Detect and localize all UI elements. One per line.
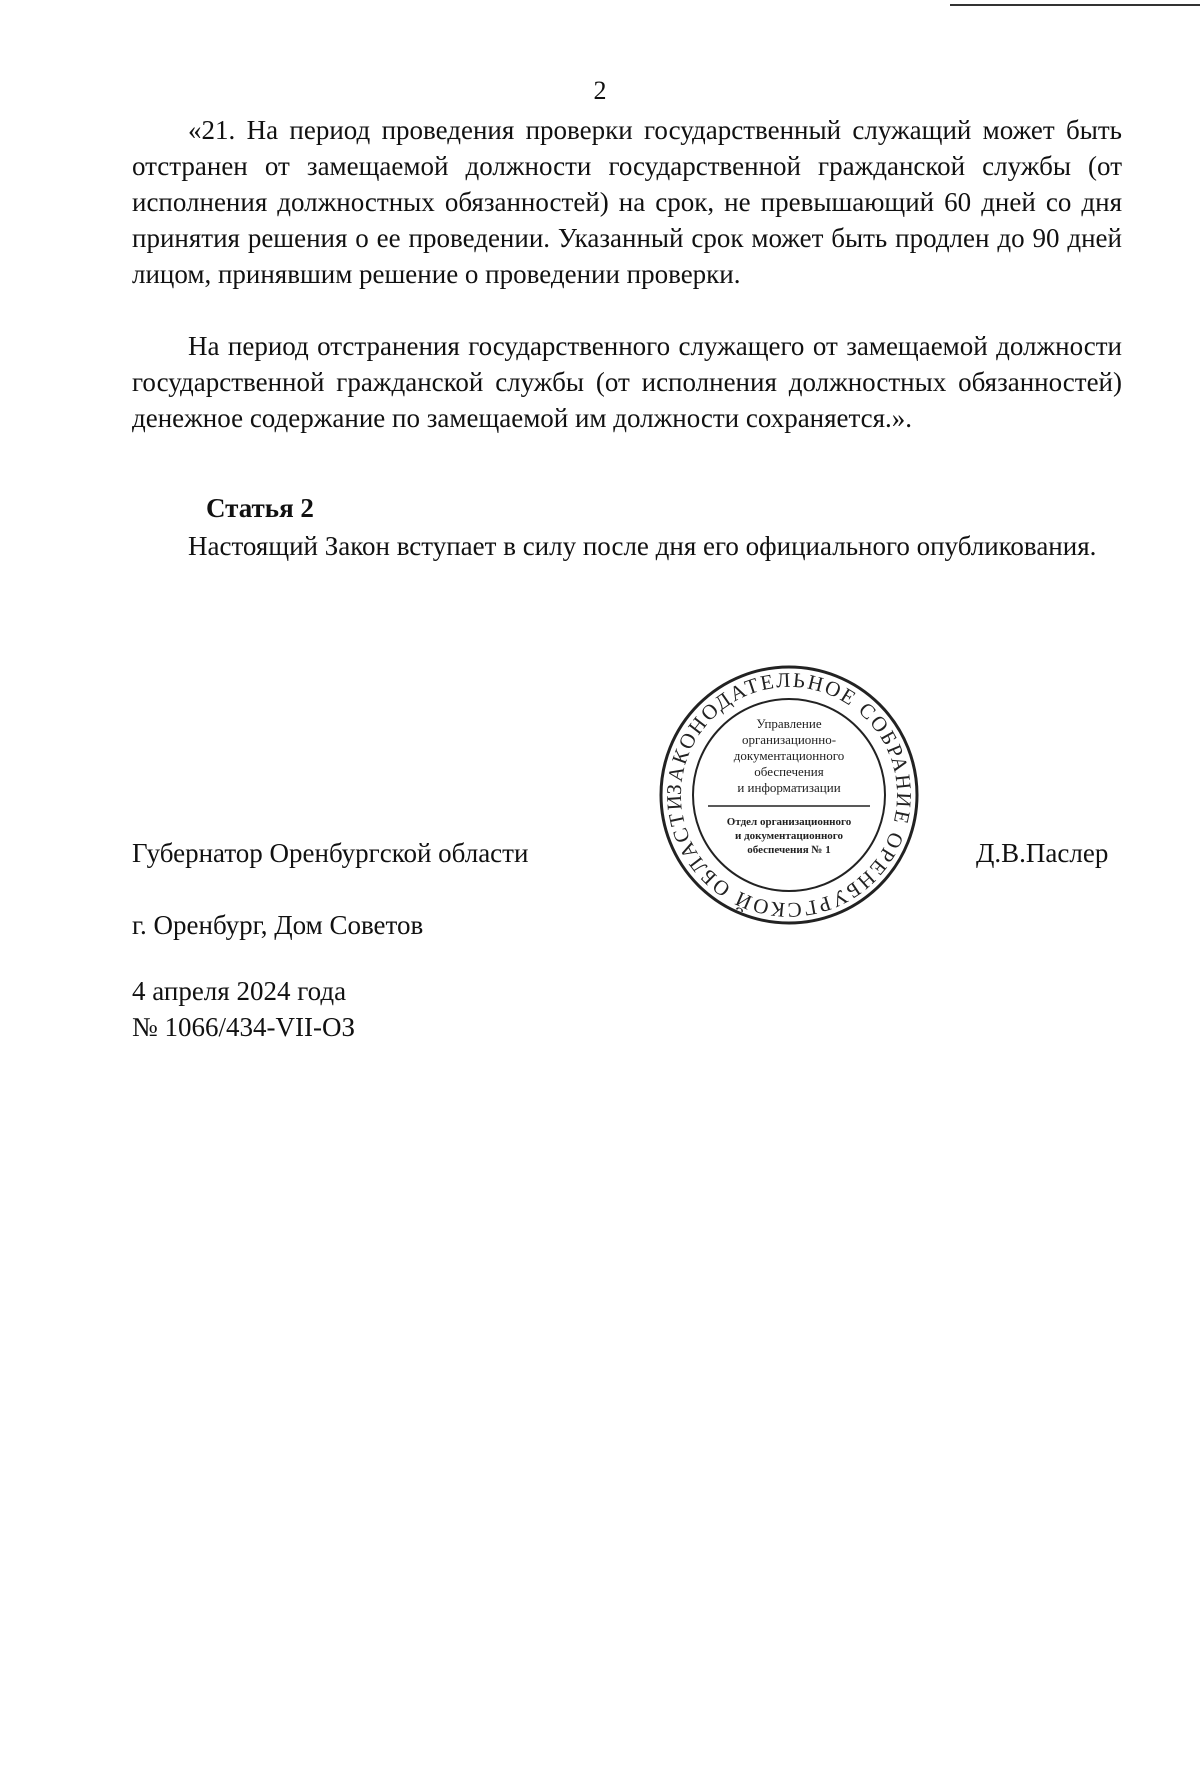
signing-date: 4 апреля 2024 года bbox=[132, 976, 347, 1006]
paragraph-text: Настоящий Закон вступает в силу после дня его официального опубликования. bbox=[188, 531, 1097, 561]
paragraph-text: На период отстранения государственного служащего от замещаемой должности государственной гражданской службы (от исполнения должностных обязанностей) денежное содержание по замещаемой им должности сохраняется.». bbox=[132, 331, 1122, 433]
paragraph-text: «21. На период проведения проверки государственный служащий может быть отстранен от замещаемой должности государственной гражданской службы (от исполнения должностных обязанностей) на срок, не превышающий 60 дней со дня принятия решения о ее проведении. Указанный срок может быть продлен до 90 дней лицом, принявшим решение о проведении проверки. bbox=[132, 115, 1122, 289]
stamp-text-line: обеспечения bbox=[754, 764, 824, 779]
svg-text:ЗАКОНОДАТЕЛЬНОЕ СОБРАНИЕ ОРЕНБ: ЗАКОНОДАТЕЛЬНОЕ СОБРАНИЕ ОРЕНБУРГСКОЙ ОБЛАСТИ bbox=[661, 667, 917, 923]
article-heading: Статья 2 bbox=[206, 493, 314, 523]
page-top-rule bbox=[950, 4, 1200, 6]
official-seal-stamp bbox=[656, 662, 922, 928]
paragraph-3 bbox=[132, 528, 1122, 564]
stamp-text-line: организационно- bbox=[741, 732, 837, 747]
stamp-text-line: обеспечения № 1 bbox=[747, 844, 831, 856]
stamp-text-line: и информатизации bbox=[737, 780, 841, 795]
law-number: № 1066/434-VII-ОЗ bbox=[132, 1012, 356, 1042]
paragraph-1 bbox=[132, 112, 1122, 292]
stamp-text-line: Управление bbox=[756, 716, 822, 731]
stamp-text-line: Отдел организационного bbox=[726, 816, 852, 828]
signatory-title: Губернатор Оренбургской области bbox=[132, 838, 529, 868]
signatory-name: Д.В.Паслер bbox=[976, 838, 1109, 868]
page-number: 2 bbox=[593, 76, 607, 105]
signing-place: г. Оренбург, Дом Советов bbox=[132, 910, 424, 940]
stamp-text-line: документационного bbox=[733, 748, 845, 763]
paragraph-2 bbox=[132, 328, 1122, 436]
stamp-text-line: и документационного bbox=[734, 830, 844, 842]
